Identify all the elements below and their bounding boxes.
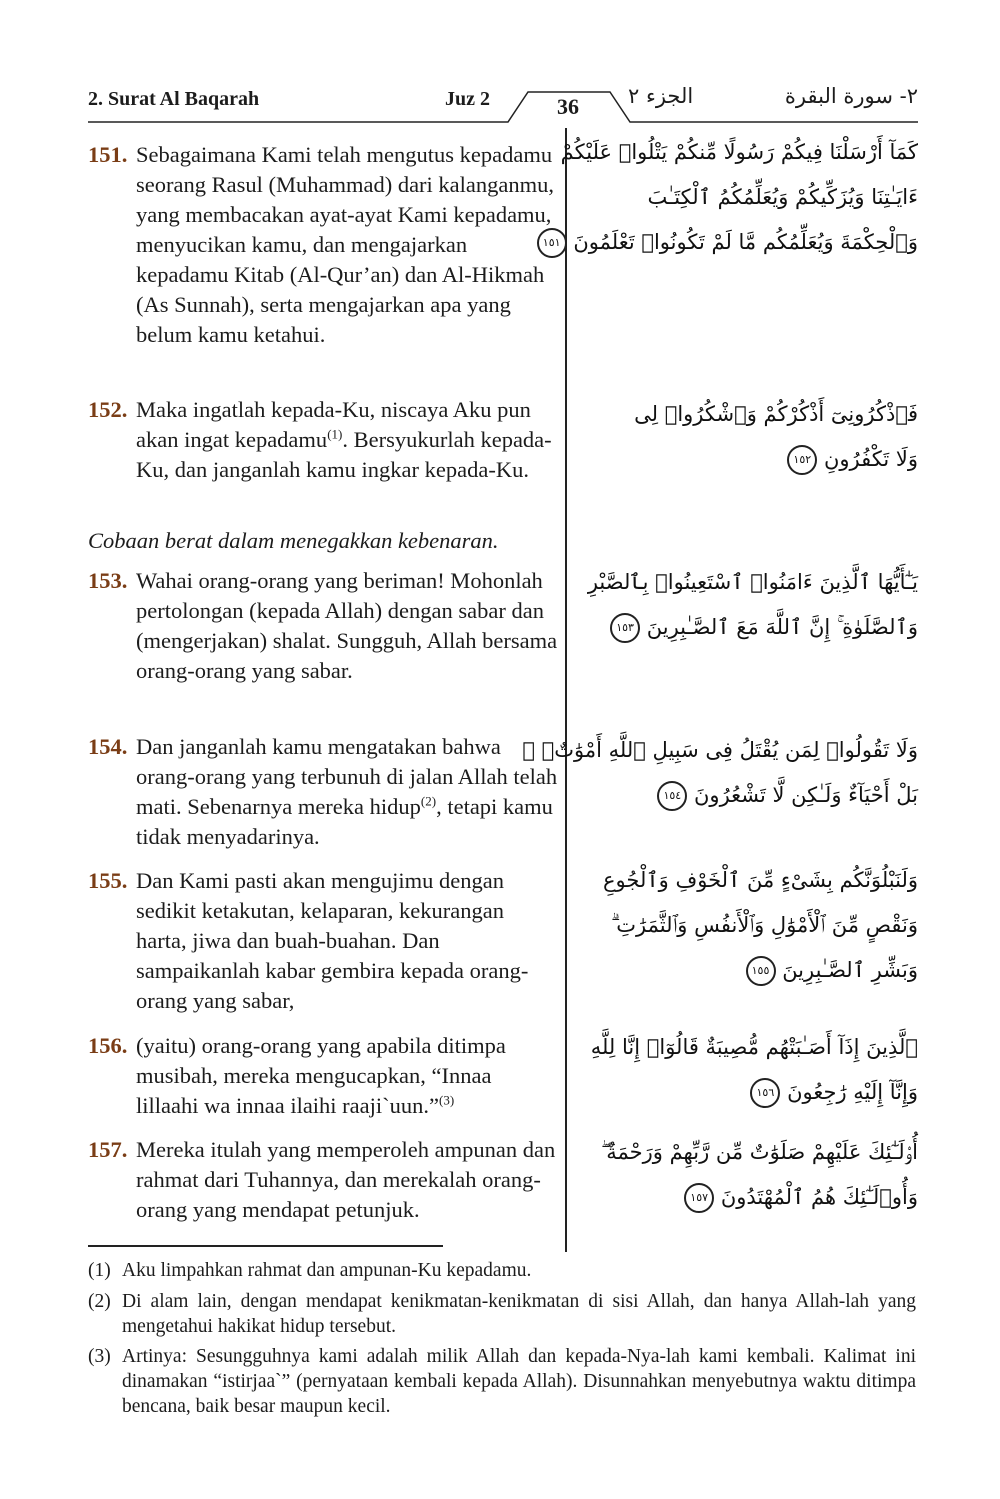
ayah-end-marker: ١٥٢ — [787, 445, 817, 475]
footnote-mark: (3) — [88, 1346, 111, 1367]
arabic-line: أُو۟لَـٰٓئِكَ عَلَيْهِمْ صَلَوَٰتٌ مِّن رَّبِّهِمْ وَرَحْمَةٌ ۖ — [600, 1140, 918, 1164]
arabic-verse-155 — [578, 858, 918, 993]
footnote-ref[interactable]: (1) — [327, 426, 343, 442]
arabic-line: يَـٰٓأَيُّهَا ٱلَّذِينَ ءَامَنُوا۟ ٱسْتَعِينُوا۟ بِٱلصَّبْرِ — [587, 570, 918, 594]
page-number: 36 — [557, 94, 579, 119]
arabic-line: وَبَشِّرِ ٱلصَّـٰبِرِينَ — [782, 958, 918, 982]
verse-translation-151 — [88, 140, 558, 350]
ayah-end-marker: ١٥٣ — [610, 613, 640, 643]
arabic-line: وَنَقْصٍ مِّنَ ٱلْأَمْوَٰلِ وَٱلْأَنفُسِ وَٱلثَّمَرَٰتِ ۗ — [610, 913, 918, 937]
section-title: Cobaan berat dalam menegakkan kebenaran. — [88, 528, 499, 553]
arabic-line: وَلَنَبْلُوَنَّكُم بِشَىْءٍ مِّنَ ٱلْخَوْفِ وَٱلْجُوعِ — [603, 868, 918, 892]
arabic-verse-154 — [522, 728, 918, 818]
verse-text: Dan janganlah kamu mengatakan bahwa orang-orang yang terbunuh di jalan Allah telah mati. Sebenarnya mereka hidup — [136, 734, 558, 819]
verse-text-cont: , tetapi kamu tidak menyadarinya. — [136, 794, 553, 849]
verse-translation-155 — [88, 866, 558, 1016]
ayah-end-marker: ١٥١ — [537, 228, 567, 258]
header-surah-latin: 2. Surat Al Baqarah — [88, 88, 260, 110]
footnote-1 — [88, 1258, 916, 1283]
verse-translation-152 — [88, 395, 558, 485]
verse-text: Dan Kami pasti akan mengujimu dengan sedikit ketakutan, kelaparan, kekurangan harta, jiwa dan buah-buahan. Dan sampaikanlah kabar gembira kepada orang-orang yang sabar, — [136, 868, 529, 1013]
footnote-ref[interactable]: (2) — [420, 793, 437, 809]
arabic-line: ءَايَـٰتِنَا وَيُزَكِّيكُمْ وَيُعَلِّمُكُمُ ٱلْكِتَـٰبَ — [647, 185, 918, 209]
page-header — [88, 84, 918, 134]
verse-translation-157 — [88, 1135, 558, 1225]
verse-text: Mereka itulah yang memperoleh ampunan dan rahmat dari Tuhannya, dan merekalah orang-orang yang mendapat petunjuk. — [136, 1137, 556, 1222]
arabic-line: وَأُو۟لَـٰٓئِكَ هُمُ ٱلْمُهْتَدُونَ — [720, 1185, 918, 1209]
arabic-line: ٱلَّذِينَ إِذَآ أَصَـٰبَتْهُم مُّصِيبَةٌ قَالُوٓا۟ إِنَّا لِلَّهِ — [590, 1035, 918, 1059]
arabic-line: وَلَا تَكْفُرُونِ — [823, 447, 918, 471]
footnote-text: Di alam lain, dengan mendapat kenikmatan-kenikmatan di sisi Allah, dan hanya Allah-lah yang mengetahui hakikat hidup tersebut. — [122, 1291, 916, 1337]
header-surah-arabic: ٢- سورة البقرة — [784, 84, 918, 108]
footnote-rule — [88, 1245, 443, 1247]
arabic-verse-152 — [578, 392, 918, 482]
header-juz-latin: Juz 2 — [445, 88, 490, 110]
verse-number: 151. — [88, 142, 128, 167]
ayah-end-marker: ١٥٦ — [750, 1078, 780, 1108]
arabic-line: وَٱلْحِكْمَةَ وَيُعَلِّمُكُم مَّا لَمْ تَكُونُوا۟ تَعْلَمُونَ — [573, 230, 918, 254]
verse-number: 157. — [88, 1137, 128, 1162]
verse-number: 152. — [88, 397, 128, 422]
verse-text: (yaitu) orang-orang yang apabila ditimpa musibah, mereka mengucapkan, “Innaa lillaahi wa innaa ilaihi raaji`uun.” — [136, 1033, 506, 1118]
ayah-end-marker: ١٥٤ — [657, 781, 687, 811]
verse-text: Maka ingatlah kepada-Ku, niscaya Aku pun akan ingat kepadamu — [136, 397, 531, 452]
footnote-3 — [88, 1344, 916, 1419]
footnote-text: Aku limpahkan rahmat dan ampunan-Ku kepadamu. — [122, 1260, 532, 1281]
footnote-mark: (2) — [88, 1291, 111, 1312]
header-juz-arabic: الجزء ٢ — [628, 84, 694, 108]
arabic-line: وَلَا تَقُولُوا۟ لِمَن يُقْتَلُ فِى سَبِيلِ ٱللَّهِ أَمْوَٰتٌۢ ۚ — [522, 738, 918, 762]
verse-text: Wahai orang-orang yang beriman! Mohonlah pertolongan (kepada Allah) dengan sabar dan (mengerjakan) shalat. Sungguh, Allah bersama orang-orang yang sabar. — [136, 568, 558, 683]
column-divider — [565, 128, 567, 1252]
verse-number: 154. — [88, 734, 128, 759]
arabic-verse-156 — [578, 1025, 918, 1115]
verse-translation-153 — [88, 566, 558, 686]
arabic-line: وَٱلصَّلَوٰةِ ۚ إِنَّ ٱللَّهَ مَعَ ٱلصَّـٰبِرِينَ — [646, 615, 918, 639]
footnote-ref[interactable]: (3) — [439, 1092, 455, 1108]
verse-number: 153. — [88, 568, 128, 593]
ayah-end-marker: ١٥٧ — [684, 1183, 714, 1213]
verse-number: 155. — [88, 868, 128, 893]
verse-number: 156. — [88, 1033, 128, 1058]
arabic-line: وَإِنَّآ إِلَيْهِ رَٰجِعُونَ — [787, 1080, 918, 1104]
arabic-line: فَٱذْكُرُونِىٓ أَذْكُرْكُمْ وَٱشْكُرُوا۟ لِى — [634, 402, 918, 426]
arabic-line: كَمَآ أَرْسَلْنَا فِيكُمْ رَسُولًا مِّنكُمْ يَتْلُوا۟ عَلَيْكُمْ — [560, 140, 918, 164]
verse-text: Sebagaimana Kami telah mengutus kepadamu seorang Rasul (Muhammad) dari kalanganmu, yang membacakan ayat-ayat Kami kepadamu, menyucikan kamu, dan mengajarkan kepadamu Kitab (Al-Qur’an) dan Al-Hikmah (As Sunnah), serta mengajarkan apa yang belum kamu ketahui. — [136, 142, 555, 347]
verse-text-cont: . Bersyukurlah kepada-Ku, dan janganlah kamu ingkar kepada-Ku. — [136, 427, 552, 482]
verse-translation-156 — [88, 1031, 558, 1121]
ayah-end-marker: ١٥٥ — [746, 956, 776, 986]
footnote-text: Artinya: Sesungguhnya kami adalah milik Allah dan kepada-Nya-lah kami kembali. Kalimat ini dinamakan “istirjaa`” (pernyataan kembali kepada Allah). Disunnahkan menyebutnya waktu ditimpa bencana, baik besar maupun kecil. — [122, 1346, 916, 1417]
arabic-verse-157 — [578, 1130, 918, 1220]
arabic-line: بَلْ أَحْيَآءٌ وَلَـٰكِن لَّا تَشْعُرُونَ — [694, 783, 918, 807]
arabic-verse-153 — [578, 560, 918, 650]
arabic-verse-151 — [542, 130, 918, 265]
verse-translation-154 — [88, 732, 558, 852]
footnote-2 — [88, 1289, 916, 1339]
footnote-mark: (1) — [88, 1260, 111, 1281]
